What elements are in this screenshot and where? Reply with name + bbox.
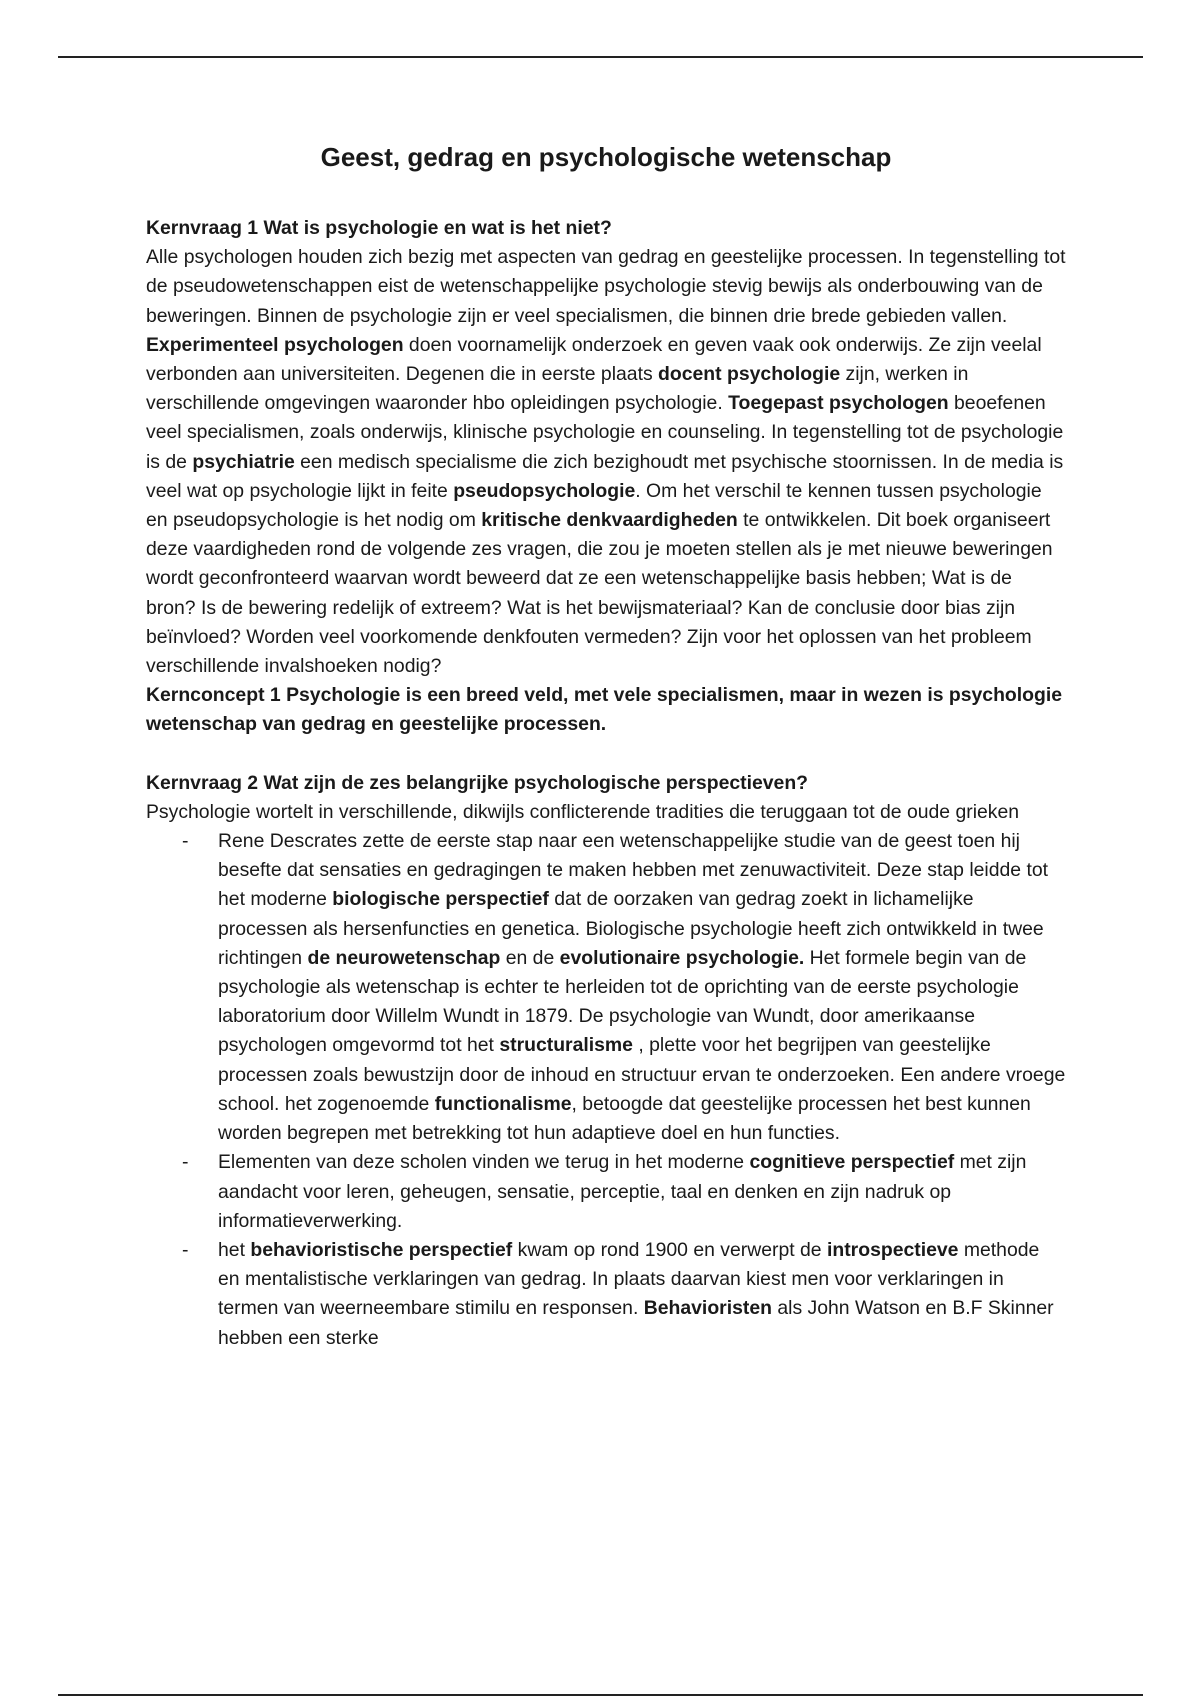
bottom-rule — [58, 1694, 1143, 1696]
section2-intro: Psychologie wortelt in verschillende, dikwijls conflicterende tradities die teruggaan tot de oude grieken — [146, 800, 1020, 823]
list-item: - Rene Descrates zette de eerste stap naar een wetenschappelijke studie van de geest toen hij besefte dat sensaties en gedragingen te maken hebben met zenuwactiviteit. Deze stap leidde tot het moderne biologische perspectief dat de oorzaken van gedrag zoekt in lichamelijke processen als hersenfuncties en genetica. Biologische psychologie heeft zich ontwikkeld in twee richtingen de neurowetenschap en de evolutionaire psychologie. Het formele begin van de psychologie als wetenschap is echter te herleiden tot de oprichting van de eerste psychologie laboratorium door Willelm Wundt in 1879. De psychologie van Wundt, door amerikaanse psychologen omgevormd tot het structuralisme , plette voor het begrijpen van geestelijke processen zoals bewustzijn door de inhoud en structuur ervan te onderzoeken. Een andere vroege school. het zogenoemde functionalisme, betoogde dat geestelijke processen het best kunnen worden begrepen met betrekking tot hun adaptieve doel en hun functies. — [146, 827, 1066, 1148]
section-spacer — [146, 740, 1066, 769]
dash-bullet: - — [182, 1238, 189, 1261]
section1-concept: Kernconcept 1 Psychologie is een breed veld, met vele specialismen, maar in wezen is psychologie wetenschap van gedrag en geestelijke processen. — [146, 684, 1063, 736]
section2-question: Kernvraag 2 Wat zijn de zes belangrijke psychologische perspectieven? — [146, 771, 809, 794]
section1-paragraph-2: Experimenteel psychologen doen voornamelijk onderzoek en geven vaak ook onderwijs. Ze zijn veelal verbonden aan universiteiten. Degenen die in eerste plaats docent psychologie zijn, werken in verschillende omgevingen waaronder hbo opleidingen psychologie. Toegepast psychologen beoefenen veel specialismen, zoals onderwijs, klinische psychologie en counseling. In tegenstelling tot de psychologie is de psychiatrie een medisch specialisme die zich bezighoudt met psychische stoornissen. In de media is veel wat op psychologie lijkt in feite pseudopsychologie. Om het verschil te kennen tussen psychologie en pseudopsychologie is het nodig om kritische denkvaardigheden te ontwikkelen. Dit boek organiseert deze vaardigheden rond de volgende zes vragen, die zou je moeten stellen als je met nieuwe beweringen wordt geconfronteerd waarvan wordt beweerd dat ze een wetenschappelijke basis hebben; Wat is de bron? Is de bewering redelijk of extreem? Wat is het bewijsmateriaal? Kan de conclusie door bias zijn beïnvloed? Worden veel voorkomende denkfouten vermeden? Zijn voor het oplossen van het probleem verschillende invalshoeken nodig? — [146, 333, 1064, 678]
document-title: Geest, gedrag en psychologische wetenschap — [320, 142, 892, 172]
top-rule — [58, 56, 1143, 58]
section1-question: Kernvraag 1 Wat is psychologie en wat is het niet? — [146, 217, 612, 239]
dash-bullet: - — [182, 1151, 189, 1174]
perspectives-list — [146, 827, 1066, 1353]
dash-bullet: - — [182, 830, 189, 853]
document-body — [146, 140, 1066, 1353]
list-item: - het behavioristische perspectief kwam op rond 1900 en verwerpt de introspectieve methode en mentalistische verklaringen van gedrag. In plaats daarvan kiest men voor verklaringen in termen van weerneembare stimilu en responsen. Behavioristen als John Watson en B.F Skinner hebben een sterke — [146, 1236, 1066, 1353]
list-item: - Elementen van deze scholen vinden we terug in het moderne cognitieve perspectief met zijn aandacht voor leren, geheugen, sensatie, perceptie, taal en denken en zijn nadruk op informatieverwerking. — [146, 1148, 1066, 1236]
section1-paragraph-1: Alle psychologen houden zich bezig met aspecten van gedrag en geestelijke processen. In tegenstelling tot de pseudowetenschappen eist de wetenschappelijke psychologie stevig bewijs als onderbouwing van de beweringen. Binnen de psychologie zijn er veel specialismen, die binnen drie brede gebieden vallen. — [146, 246, 1066, 327]
